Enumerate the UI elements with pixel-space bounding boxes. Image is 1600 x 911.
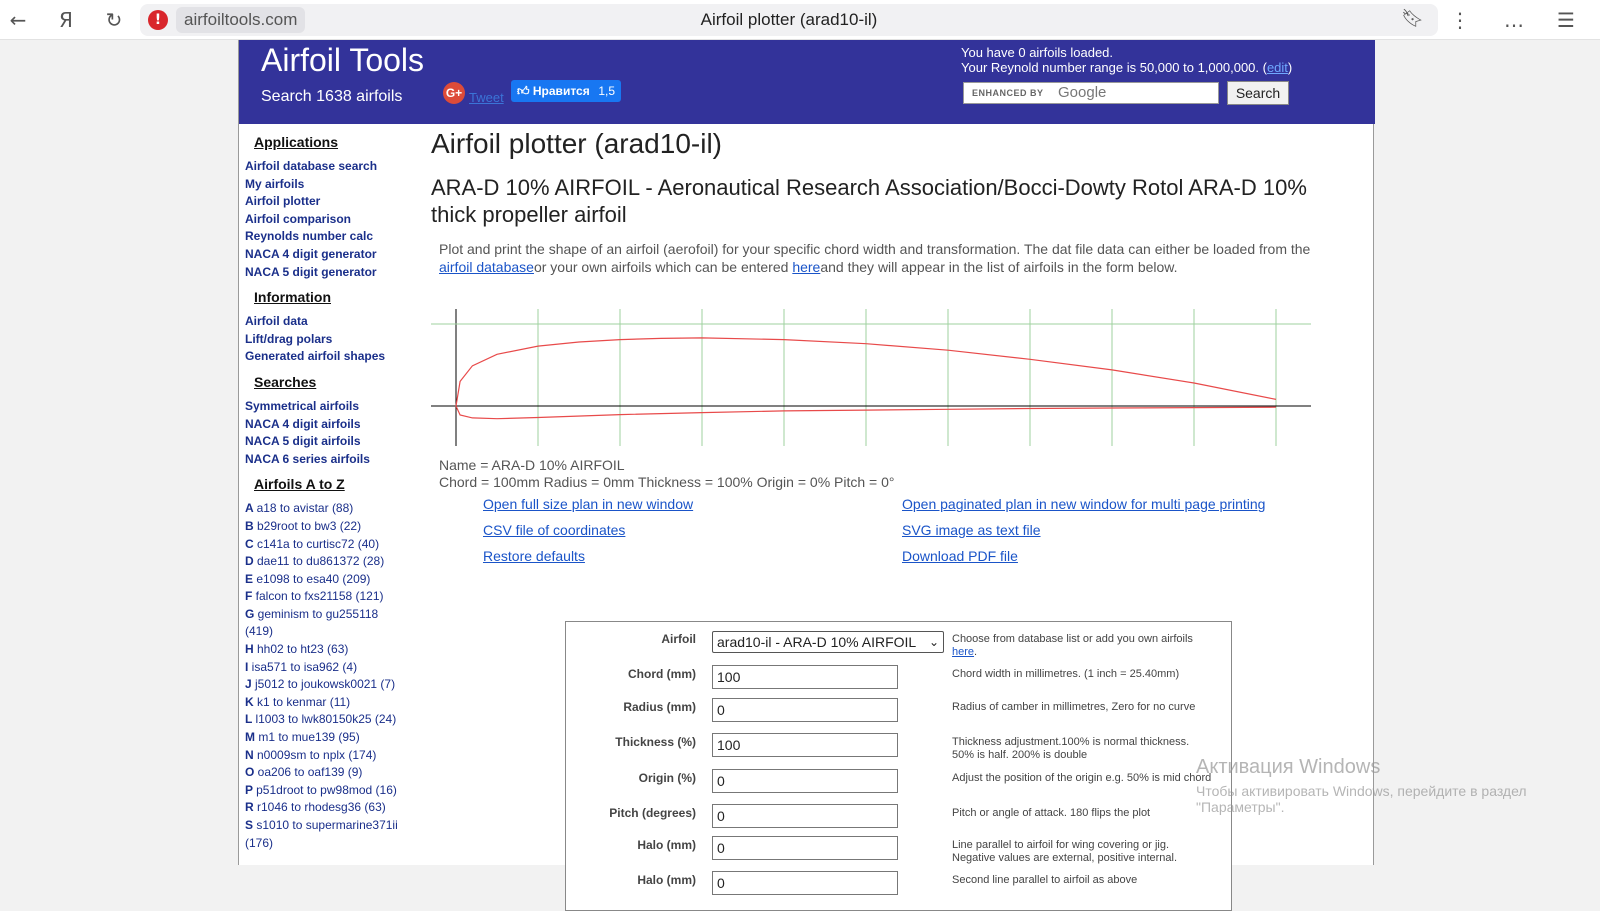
site-title[interactable]: Airfoil Tools [261, 42, 425, 78]
sidebar-item-az-8[interactable] [245, 641, 415, 659]
sidebar-item-search-3[interactable]: NACA 6 series airfoils [245, 451, 370, 466]
sidebar-item-az-1[interactable] [245, 518, 415, 536]
plotter-form [565, 621, 1232, 911]
origin-help: Adjust the position of the origin e.g. 50% is mid chord [952, 772, 1212, 784]
az-range: c141a to curtisc72 (40) [257, 536, 380, 551]
intro-text [439, 240, 1339, 276]
sidebar-heading-applications[interactable]: Applications [254, 134, 339, 150]
bookmark-icon[interactable]: 🔖︎ [1401, 8, 1424, 29]
airfoil-help-period: . [974, 646, 978, 658]
reload-icon[interactable]: ↻ [105, 8, 123, 32]
sidebar-item-az-19[interactable] [245, 835, 415, 853]
sidebar-item-az-4[interactable] [245, 571, 415, 589]
sidebar-item-application-4[interactable]: Reynolds number calc [245, 229, 374, 244]
tweet-link[interactable]: Tweet [469, 90, 504, 105]
pitch-label: Pitch (degrees) [609, 806, 696, 820]
az-letter: G [245, 606, 258, 621]
sidebar-item-az-13[interactable] [245, 729, 415, 747]
az-range: dae11 to du861372 (28) [257, 554, 385, 569]
browser-toolbar [0, 0, 1600, 40]
radius-help: Radius of camber in millimetres, Zero for no curve [952, 701, 1196, 713]
az-range: falcon to fxs21158 (121) [255, 589, 384, 604]
sidebar-item-az-16[interactable] [245, 782, 415, 800]
menu-dots-icon[interactable]: ⋮ [1450, 8, 1470, 32]
sidebar-item-az-6[interactable] [245, 606, 415, 624]
windows-activation-watermark [1196, 756, 1600, 815]
search-button[interactable]: Search [1227, 81, 1289, 105]
halo-1-label: Halo (mm) [637, 838, 696, 852]
sidebar-item-information-0[interactable]: Airfoil data [245, 314, 308, 329]
az-letter: K [245, 694, 257, 709]
az-range: oa206 to oaf139 (9) [257, 765, 363, 780]
sidebar-item-information-1[interactable]: Lift/drag polars [245, 331, 333, 346]
intro-text-part3: and they will appear in the list of airfoils in the form below. [820, 259, 1178, 275]
az-range: j5012 to joukowsk0021 (7) [255, 677, 396, 692]
watermark-line-1: Активация Windows [1196, 756, 1381, 778]
az-letter: E [245, 571, 257, 586]
sidebar-item-az-11[interactable] [245, 694, 415, 712]
sidebar-heading-searches[interactable]: Searches [254, 373, 317, 390]
sidebar-item-information-2[interactable]: Generated airfoil shapes [245, 349, 386, 364]
az-letter: J [245, 677, 256, 692]
az-range: (419) [245, 624, 274, 639]
reynolds-close-paren: ) [1287, 60, 1293, 75]
halo-2-help: Second line parallel to airfoil as above [952, 874, 1138, 886]
sidebar-item-az-14[interactable] [245, 747, 415, 765]
az-range: a18 to avistar (88) [256, 501, 354, 516]
az-range: hh02 to ht23 (63) [257, 642, 349, 657]
sidebar-panel-icon[interactable]: ☰ [1557, 8, 1575, 32]
halo-1-help: Line parallel to airfoil for wing covering or jig. Negative values are external, positive internal. [952, 839, 1178, 864]
az-range: n0009sm to nplx (174) [257, 747, 377, 762]
loaded-count-text: You have 0 airfoils loaded. [961, 45, 1114, 60]
sidebar [245, 130, 415, 852]
sidebar-item-application-3[interactable]: Airfoil comparison [245, 211, 352, 226]
radius-input[interactable]: 0 [712, 698, 898, 722]
pitch-help: Pitch or angle of attack. 180 flips the plot [952, 807, 1151, 819]
plot-info [439, 457, 895, 491]
origin-input[interactable]: 0 [712, 769, 898, 793]
airfoil-select-value: arad10-il - ARA-D 10% AIRFOIL [717, 634, 917, 650]
sidebar-item-az-9[interactable] [245, 659, 415, 677]
az-letter: S [245, 818, 257, 832]
halo-2-label: Halo (mm) [637, 873, 696, 887]
chord-help: Chord width in millimetres. (1 inch = 25.40mm) [952, 668, 1180, 680]
sidebar-item-az-15[interactable] [245, 764, 415, 782]
page-title: Airfoil plotter (arad10-il) [431, 128, 722, 159]
az-range: geminism to gu255118 [257, 606, 379, 621]
sidebar-item-application-2[interactable]: Airfoil plotter [245, 194, 321, 209]
az-range: l1003 to lwk80150k25 (24) [255, 712, 397, 727]
loaded-status [961, 45, 1292, 75]
sidebar-item-application-0[interactable]: Airfoil database search [245, 159, 378, 173]
url-host[interactable]: airfoiltools.com [176, 7, 305, 33]
sidebar-item-az-3[interactable] [245, 553, 415, 571]
az-range: isa571 to isa962 (4) [251, 659, 358, 674]
airfoil-select[interactable] [712, 631, 944, 653]
warning-icon[interactable]: ! [148, 10, 168, 30]
az-letter: O [245, 765, 258, 780]
airfoil-help-here-link[interactable]: here [952, 646, 975, 658]
sidebar-item-az-0[interactable] [245, 500, 415, 518]
fb-like-count: 1,5 [598, 84, 615, 98]
watermark-line-2: Чтобы активировать Windows, перейдите в раздел "Параметры". [1196, 783, 1527, 815]
paginated-plan-link[interactable]: Open paginated plan in new window for multi page printing [902, 496, 1266, 512]
az-letter: H [245, 642, 257, 657]
full-size-plan-link[interactable]: Open full size plan in new window [483, 496, 694, 512]
az-range: k1 to kenmar (11) [257, 694, 351, 709]
sidebar-a-to-z-list [245, 500, 415, 852]
az-letter: P [245, 782, 257, 797]
az-letter: A [245, 501, 257, 516]
origin-label: Origin (%) [638, 771, 696, 785]
az-letter: C [245, 536, 257, 551]
sidebar-item-application-1[interactable]: My airfoils [245, 176, 305, 191]
az-letter: N [245, 747, 257, 762]
airfoil-help [952, 633, 1212, 659]
az-range: r1046 to rhodesg36 (63) [257, 800, 386, 815]
reynolds-range-text: Your Reynold number range is 50,000 to 1,000,000. ( [961, 60, 1267, 75]
az-range: b29root to bw3 (22) [257, 518, 362, 533]
site-subtitle[interactable]: Search 1638 airfoils [261, 88, 403, 105]
sidebar-item-application-5[interactable]: NACA 4 digit generator [245, 246, 377, 261]
search-input[interactable] [963, 82, 1219, 104]
yandex-icon[interactable]: Я [59, 8, 73, 32]
sidebar-item-application-6[interactable]: NACA 5 digit generator [245, 264, 377, 279]
thickness-help: Thickness adjustment.100% is normal thickness. 50% is half. 200% is double [952, 736, 1190, 761]
sidebar-searches-list [245, 398, 415, 468]
az-letter: B [245, 518, 257, 533]
enhanced-by-label: ENHANCED BY [972, 88, 1044, 98]
restore-defaults-link[interactable]: Restore defaults [483, 548, 585, 564]
airfoil-description: ARA-D 10% AIRFOIL - Aeronautical Research Association/Bocci-Dowty Rotol ARA-D 10% thick propeller airfoil [431, 175, 1307, 227]
facebook-like-button[interactable] [511, 80, 621, 102]
thickness-label: Thickness (%) [615, 735, 696, 749]
az-letter: D [245, 554, 257, 569]
sidebar-item-az-17[interactable] [245, 799, 415, 817]
airfoil-help-text: Choose from database list or add you own airfoils [952, 633, 1193, 645]
intro-text-part1: Plot and print the shape of an airfoil (aerofoil) for your specific chord width and transformation. The dat file data can either be loaded from the [439, 241, 1311, 257]
az-letter: L [245, 712, 256, 727]
az-range: (176) [245, 835, 274, 850]
sidebar-item-search-0[interactable]: Symmetrical airfoils [245, 398, 360, 413]
fb-like-label: Нравится [532, 84, 590, 98]
sidebar-item-az-5[interactable] [245, 588, 415, 606]
sidebar-item-az-10[interactable] [245, 676, 415, 694]
reynolds-edit-link[interactable]: edit [1266, 60, 1288, 75]
plot-info-params: Chord = 100mm Radius = 0mm Thickness = 100% Origin = 0% Pitch = 0° [439, 474, 895, 490]
sidebar-information-list [245, 313, 415, 366]
download-pdf-link[interactable]: Download PDF file [902, 548, 1018, 564]
sidebar-item-search-2[interactable]: NACA 5 digit airfoils [245, 434, 361, 449]
main-content [431, 124, 1361, 564]
airfoil-database-link[interactable]: airfoil database [439, 259, 534, 275]
chevron-down-icon: ⌄ [928, 635, 939, 649]
airfoil-plot [431, 306, 1311, 458]
csv-coordinates-link[interactable]: CSV file of coordinates [483, 522, 626, 538]
az-letter: F [245, 589, 256, 604]
page-content [238, 40, 1374, 891]
address-bar[interactable] [140, 4, 1438, 36]
sidebar-item-search-1[interactable]: NACA 4 digit airfoils [245, 416, 361, 431]
sidebar-item-az-18[interactable] [245, 817, 415, 835]
back-arrow-icon[interactable]: ← [9, 8, 27, 32]
google-logo: Google [1058, 84, 1107, 101]
plot-info-name: Name = ARA-D 10% AIRFOIL [439, 457, 625, 473]
intro-text-part2: or your own airfoils which can be entered [533, 259, 793, 275]
chord-input[interactable]: 100 [712, 665, 898, 689]
google-plus-icon[interactable]: G+ [443, 82, 465, 104]
thumbs-up-icon: 👍︎ [517, 84, 530, 98]
more-icon[interactable]: … [1504, 8, 1524, 32]
airfoil-label: Airfoil [661, 632, 696, 646]
intro-here-link[interactable]: here [792, 259, 821, 275]
halo-1-input[interactable]: 0 [712, 836, 898, 860]
chord-label: Chord (mm) [628, 667, 696, 681]
site-header [239, 40, 1375, 124]
sidebar-applications-list [245, 158, 415, 281]
az-range: e1098 to esa40 (209) [256, 571, 371, 586]
az-range: m1 to mue139 (95) [258, 730, 360, 745]
sidebar-heading-information[interactable]: Information [254, 289, 331, 306]
pitch-input[interactable]: 0 [712, 804, 898, 828]
thickness-input[interactable]: 100 [712, 733, 898, 757]
sidebar-item-az-2[interactable] [245, 536, 415, 554]
halo-2-input[interactable]: 0 [712, 871, 898, 895]
svg-text-link[interactable]: SVG image as text file [902, 522, 1041, 538]
page-title-bar: Airfoil plotter (arad10-il) [700, 10, 878, 29]
az-letter: I [245, 659, 252, 674]
az-letter: R [245, 800, 257, 815]
sidebar-item-az-7[interactable] [245, 623, 415, 641]
sidebar-item-az-12[interactable] [245, 711, 415, 729]
az-range: p51droot to pw98mod (16) [256, 782, 397, 797]
az-range: s1010 to supermarine371ii [256, 818, 398, 832]
radius-label: Radius (mm) [623, 700, 696, 714]
sidebar-heading-a-to-z[interactable]: Airfoils A to Z [254, 476, 345, 493]
az-letter: M [245, 730, 259, 745]
